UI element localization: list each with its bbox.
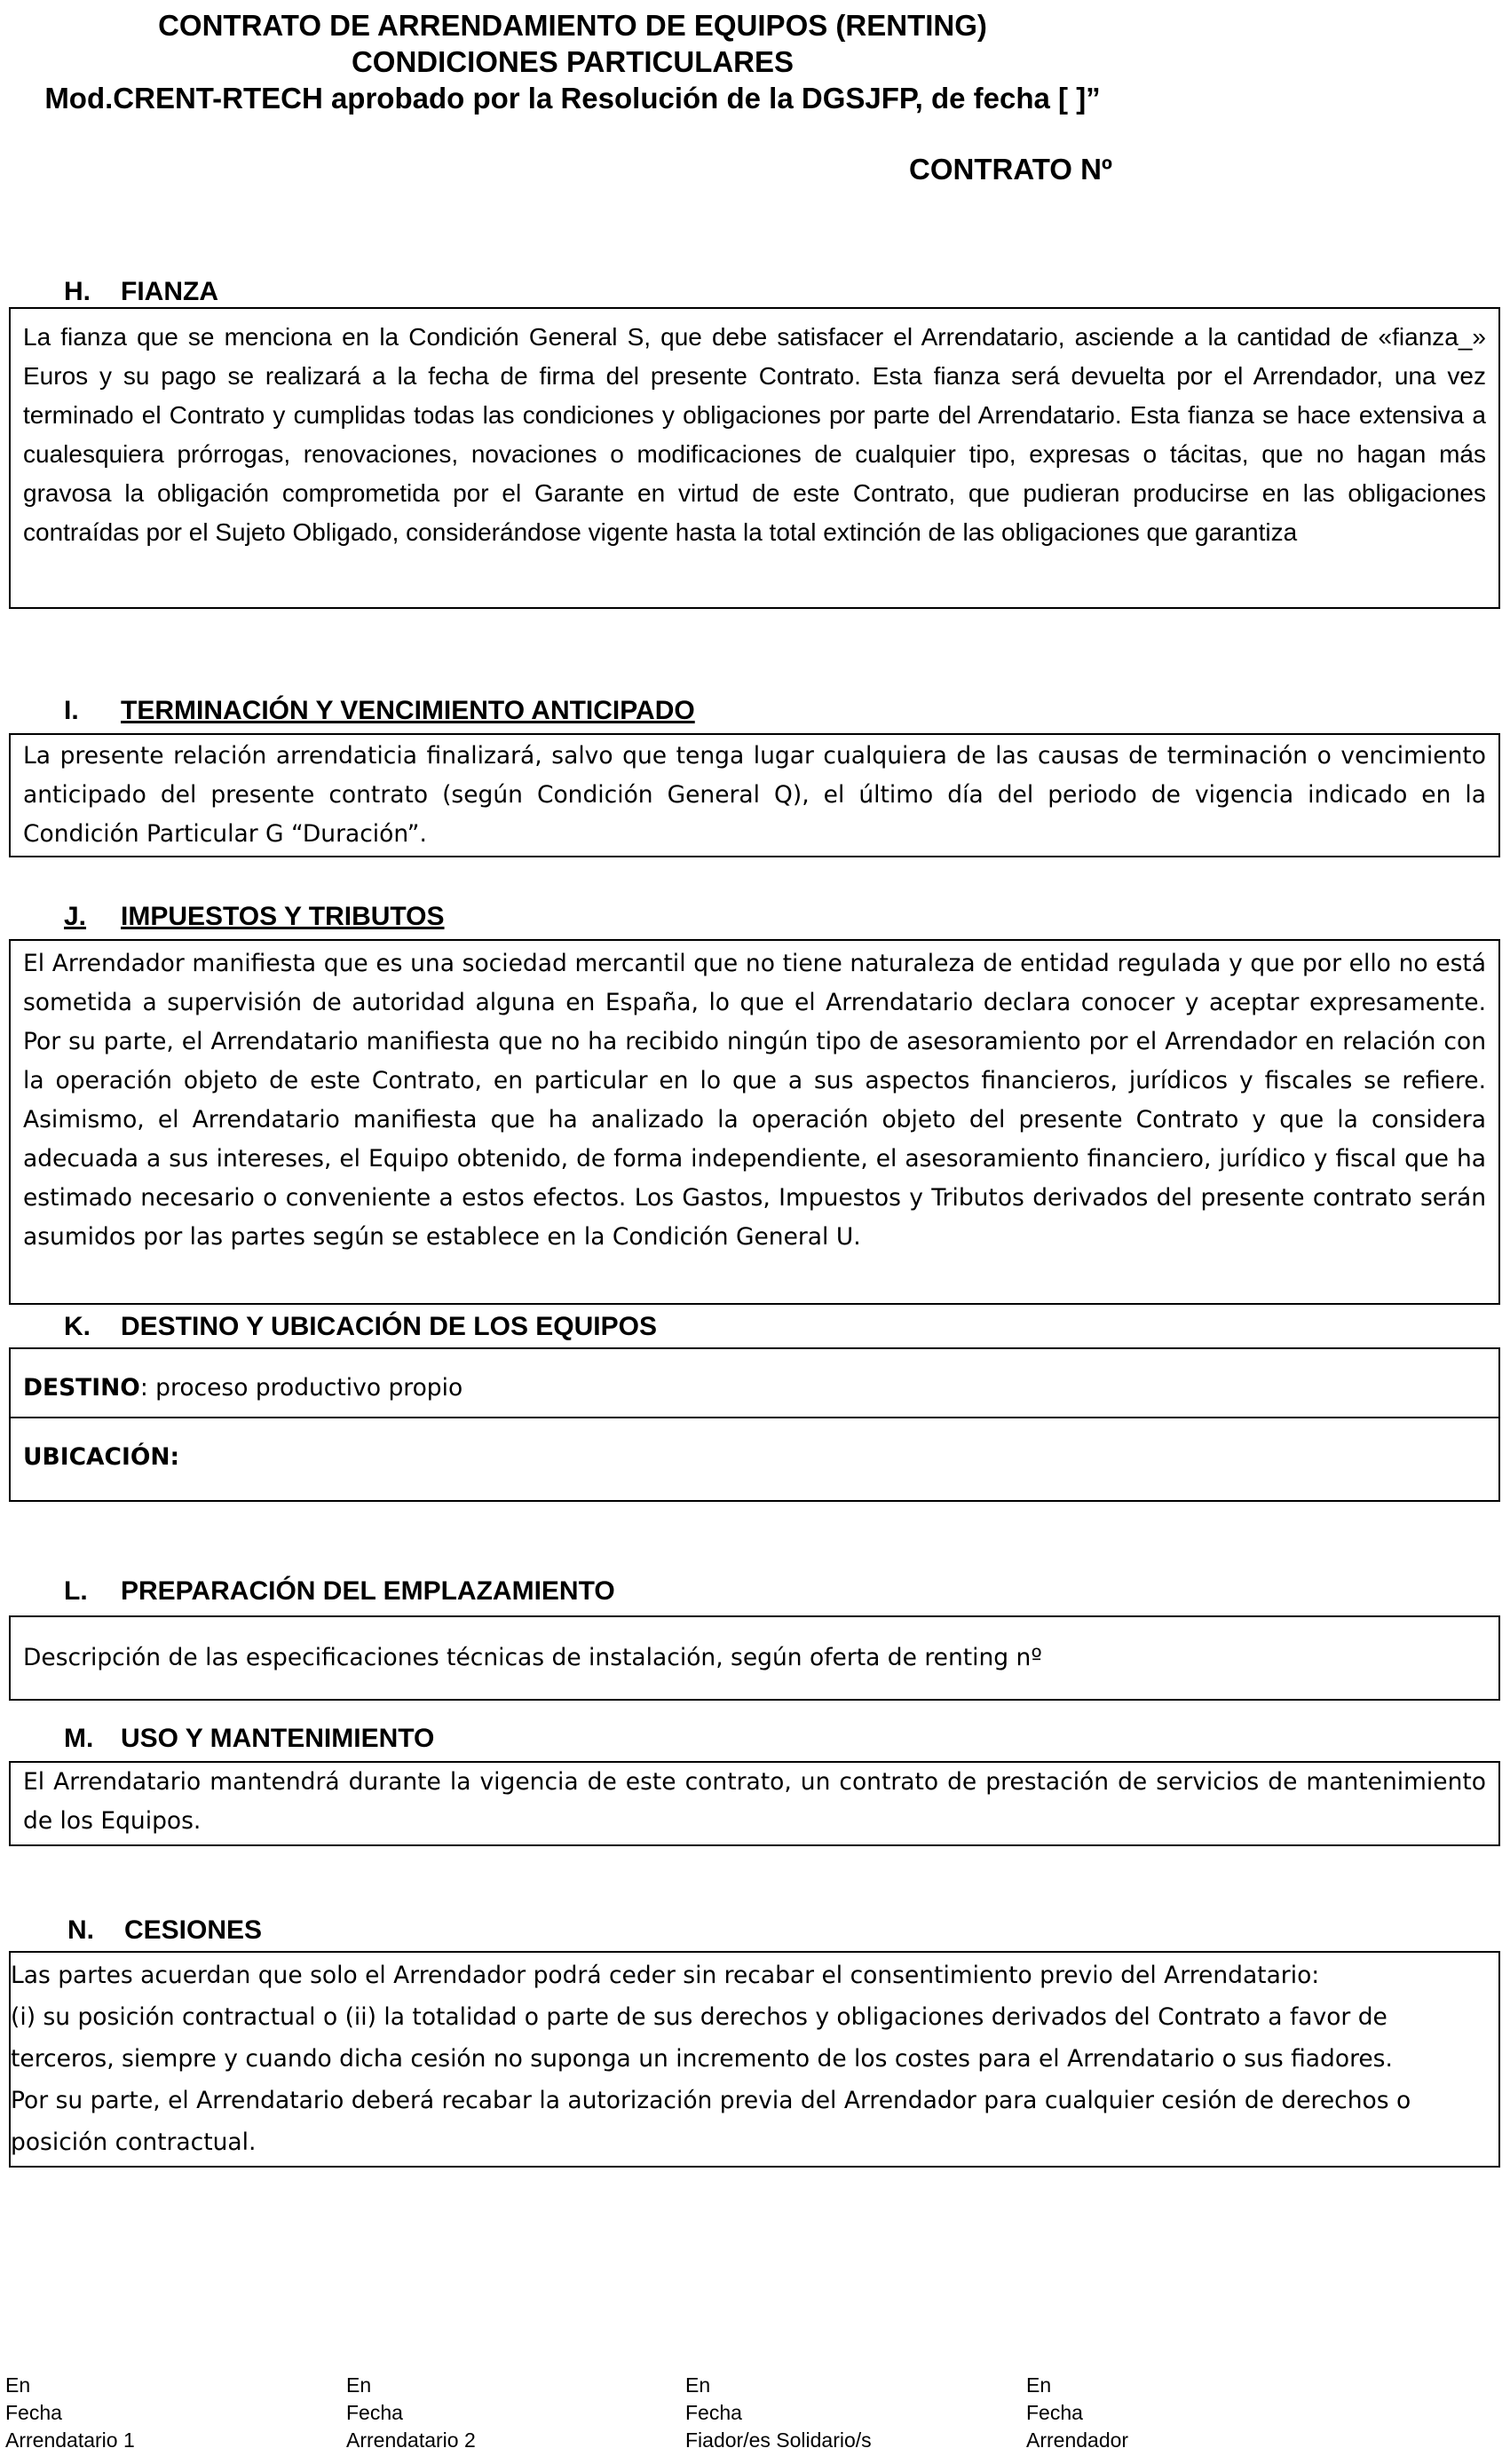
signature-block-arrendatario-2 bbox=[346, 2372, 476, 2454]
destino-value: : proceso productivo propio bbox=[139, 1374, 463, 1402]
section-letter: H. bbox=[64, 277, 91, 306]
section-letter: J. bbox=[64, 902, 87, 931]
ubicacion-line bbox=[23, 1438, 1486, 1477]
section-j-text: El Arrendador manifiesta que es una sociedad mercantil que no tiene naturaleza de entidad regulada y que por ello no está sometida a supervisión de autoridad alguna en España, lo que el Arrendatario declara conocer y aceptar expresamente. Por su parte, el Arrendatario manifiesta que no ha recibido ningún tipo de asesoramiento por el Arrendador en relación con la operación objeto de este Contrato, en particular en lo que a sus aspectos financieros, jurídicos y fiscales se refiere. Asimismo, el Arrendatario manifiesta que ha analizado la operación objeto del presente Contrato y que la considera adecuada a sus intereses, el Equipo obtenido, de forma independiente, el asesoramiento financiero, jurídico y fiscal que ha estimado necesario o conveniente a estos efectos. Los Gastos, Impuestos y Tributos derivados del presente contrato serán asumidos por las partes según se establece en la Condición General U. bbox=[23, 950, 1486, 1251]
signature-block-arrendatario-1 bbox=[5, 2372, 135, 2454]
section-l-title bbox=[64, 1576, 615, 1607]
cesiones-line-2: (i) su posición contractual o (ii) la totalidad o parte de sus derechos y obligaciones derivados del Contrato a favor de terceros, siempre y cuando dicha cesión no suponga un incremento de los costes para el Arrendatario o sus fiadores. bbox=[11, 2003, 1393, 2073]
signature-party: Arrendatario 1 bbox=[5, 2428, 135, 2452]
cesiones-line-3: Por su parte, el Arrendatario deberá recabar la autorización previa del Arrendador para cualquier cesión de derechos o posición contractual. bbox=[11, 2087, 1411, 2156]
section-i-text: La presente relación arrendaticia finalizará, salvo que tenga lugar cualquiera de las causas de terminación o vencimiento anticipado del presente contrato (según Condición General Q), el último día del periodo de vigencia indicado en la Condición Particular G “Duración”. bbox=[23, 742, 1486, 848]
signature-party: Arrendador bbox=[1026, 2428, 1129, 2452]
section-heading: FIANZA bbox=[121, 277, 218, 306]
section-n-text bbox=[11, 1955, 1497, 2163]
destino-line bbox=[23, 1369, 1486, 1408]
section-letter: M. bbox=[64, 1724, 94, 1753]
title-line-1: CONTRATO DE ARRENDAMIENTO DE EQUIPOS (RENTING) bbox=[158, 9, 987, 42]
signature-party: Arrendatario 2 bbox=[346, 2428, 476, 2452]
section-heading: PREPARACIÓN DEL EMPLAZAMIENTO bbox=[121, 1576, 615, 1606]
signature-date: Fecha bbox=[346, 2401, 403, 2424]
section-heading: TERMINACIÓN Y VENCIMIENTO ANTICIPADO bbox=[121, 696, 695, 725]
signature-party: Fiador/es Solidario/s bbox=[685, 2428, 872, 2452]
title-line-2: CONDICIONES PARTICULARES bbox=[351, 45, 795, 78]
section-letter: K. bbox=[64, 1312, 91, 1341]
signature-place: En bbox=[346, 2373, 372, 2397]
signature-place: En bbox=[5, 2373, 31, 2397]
section-letter: N. bbox=[67, 1915, 94, 1945]
section-heading: IMPUESTOS Y TRIBUTOS bbox=[121, 902, 445, 931]
signature-block-fiador bbox=[685, 2372, 872, 2454]
section-letter: I. bbox=[64, 696, 79, 725]
section-l-text: Descripción de las especificaciones técnicas de instalación, según oferta de renting nº bbox=[23, 1644, 1042, 1671]
signature-date: Fecha bbox=[1026, 2401, 1083, 2424]
section-h-text: La fianza que se menciona en la Condición General S, que debe satisfacer el Arrendatario, asciende a la cantidad de «fianza_» Euros y su pago se realizará a la fecha de firma del presente Contrato. Esta fianza será devuelta por el Arrendador, una vez terminado el Contrato y cumplidas todas las condiciones y obligaciones por parte del Arrendatario. Esta fianza se hace extensiva a cualesquiera prórrogas, renovaciones, novaciones o modificaciones de cualquier tipo, expresas o tácitas, que no hagan más gravosa la obligación comprometida por el Garante en virtud de este Contrato, que pudieran producirse en las obligaciones contraídas por el Sujeto Obligado, considerándose vigente hasta la total extinción de las obligaciones que garantiza bbox=[23, 323, 1486, 546]
signature-place: En bbox=[1026, 2373, 1052, 2397]
contract-number-label: CONTRATO Nº bbox=[909, 153, 1112, 186]
document-title bbox=[0, 7, 1145, 116]
section-m-text: El Arrendatario mantendrá durante la vigencia de este contrato, un contrato de prestación de servicios de mantenimiento de los Equipos. bbox=[23, 1768, 1486, 1835]
signature-place: En bbox=[685, 2373, 711, 2397]
section-n-title bbox=[67, 1915, 262, 1946]
section-j-title bbox=[64, 902, 445, 932]
section-k-title bbox=[64, 1312, 657, 1342]
section-i-title bbox=[64, 696, 695, 726]
signature-date: Fecha bbox=[685, 2401, 742, 2424]
cesiones-line-1: Las partes acuerdan que solo el Arrendador podrá ceder sin recabar el consentimiento previo del Arrendatario: bbox=[11, 1962, 1320, 1989]
section-m-title bbox=[64, 1724, 434, 1754]
ubicacion-label: UBICACIÓN: bbox=[23, 1443, 180, 1471]
section-h-title bbox=[64, 277, 218, 307]
destino-label: DESTINO bbox=[23, 1374, 140, 1402]
section-letter: L. bbox=[64, 1576, 88, 1606]
section-heading: USO Y MANTENIMIENTO bbox=[121, 1724, 435, 1753]
section-heading: CESIONES bbox=[124, 1915, 263, 1945]
title-line-3: Mod.CRENT-RTECH aprobado por la Resolución de la DGSJFP, de fecha [ ]” bbox=[44, 82, 1101, 115]
signature-date: Fecha bbox=[5, 2401, 62, 2424]
signature-block-arrendador bbox=[1026, 2372, 1128, 2454]
section-heading: DESTINO Y UBICACIÓN DE LOS EQUIPOS bbox=[121, 1312, 657, 1341]
